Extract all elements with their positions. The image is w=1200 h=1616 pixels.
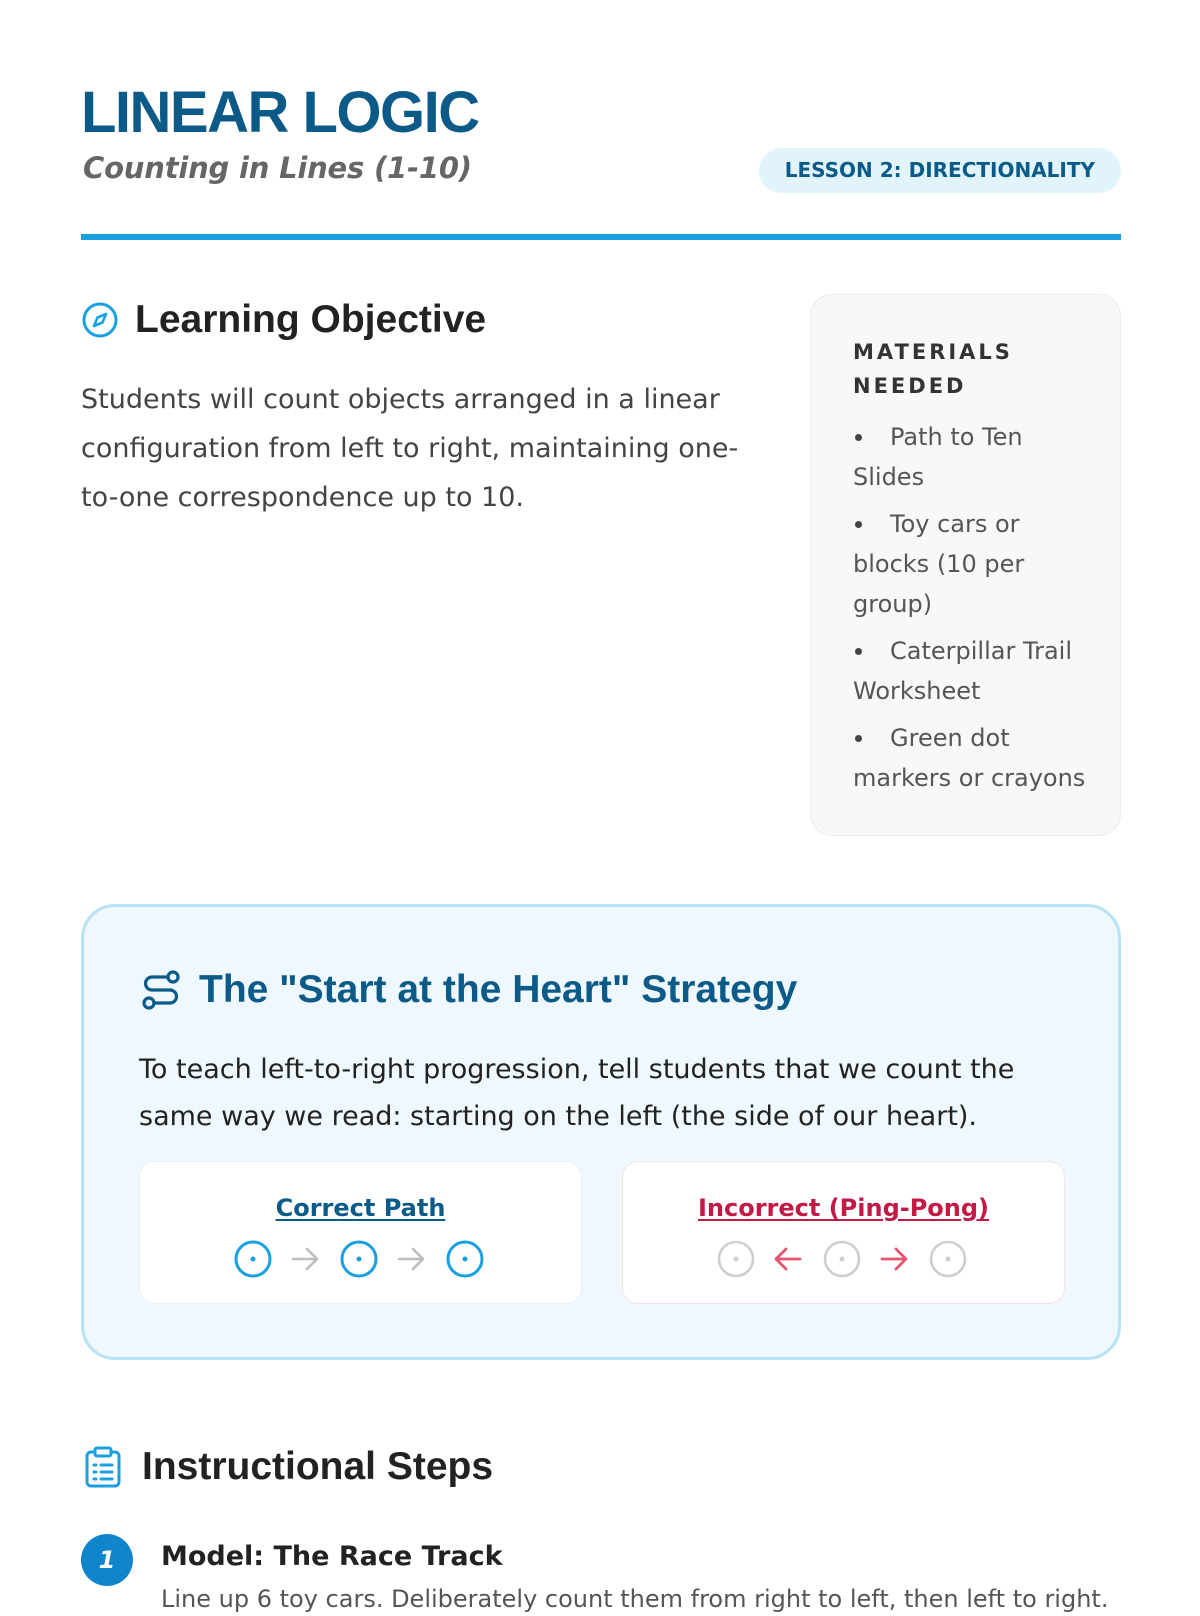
dot-icon [342,1242,376,1276]
clipboard-list-icon [81,1445,125,1489]
header-divider [81,234,1121,240]
arrow-left-icon [776,1249,800,1269]
objective-title: Learning Objective [135,298,487,341]
page-title: LINEAR LOGIC [81,80,479,145]
step-title: Model: The Race Track [161,1541,503,1572]
correct-path-label: Correct Path [275,1194,446,1222]
steps-heading [81,1443,493,1491]
steps-title: Instructional Steps [142,1445,494,1488]
strategy-title: The "Start at the Heart" Strategy [199,968,798,1011]
dot-icon [448,1242,482,1276]
dot-icon [825,1242,859,1276]
page-subtitle: Counting in Lines (1-10) [83,151,472,185]
materials-item: Path to Ten Slides [853,417,1090,497]
arrow-right-icon [882,1249,906,1269]
incorrect-path-card [622,1161,1065,1304]
objective-text: Students will count objects arranged in a linear configuration from left to right, maintaining one-to-one correspondence up to 10. [81,384,739,513]
correct-path-diagram [140,1237,581,1281]
incorrect-path-diagram [623,1237,1064,1281]
route-icon [139,968,183,1012]
correct-path-card [139,1161,582,1304]
step-number: 1 [81,1534,133,1586]
strategy-box [81,904,1121,1360]
arrow-right-icon [293,1249,317,1269]
lesson-badge: LESSON 2: DIRECTIONALITY [759,148,1121,193]
arrow-right-icon [399,1249,423,1269]
incorrect-path-label: Incorrect (Ping-Pong) [697,1194,990,1222]
materials-card [810,294,1121,836]
dot-icon [719,1242,753,1276]
compass-icon [81,301,119,339]
materials-item: Green dot markers or crayons [853,718,1090,798]
strategy-heading [139,965,797,1015]
dot-icon [236,1242,270,1276]
materials-item: Caterpillar Trail Worksheet [853,631,1090,711]
materials-title: MATERIALS NEEDED [853,340,1013,398]
step-text: Line up 6 toy cars. Deliberately count them from right to left, then left to right. [161,1585,1109,1613]
objective-heading [81,298,486,342]
strategy-text: To teach left-to-right progression, tell students that we count the same way we read: starting on the left (the side of our heart). [139,1054,1015,1132]
dot-icon [931,1242,965,1276]
materials-item: Toy cars or blocks (10 per group) [853,504,1090,624]
materials-list [853,417,1090,798]
